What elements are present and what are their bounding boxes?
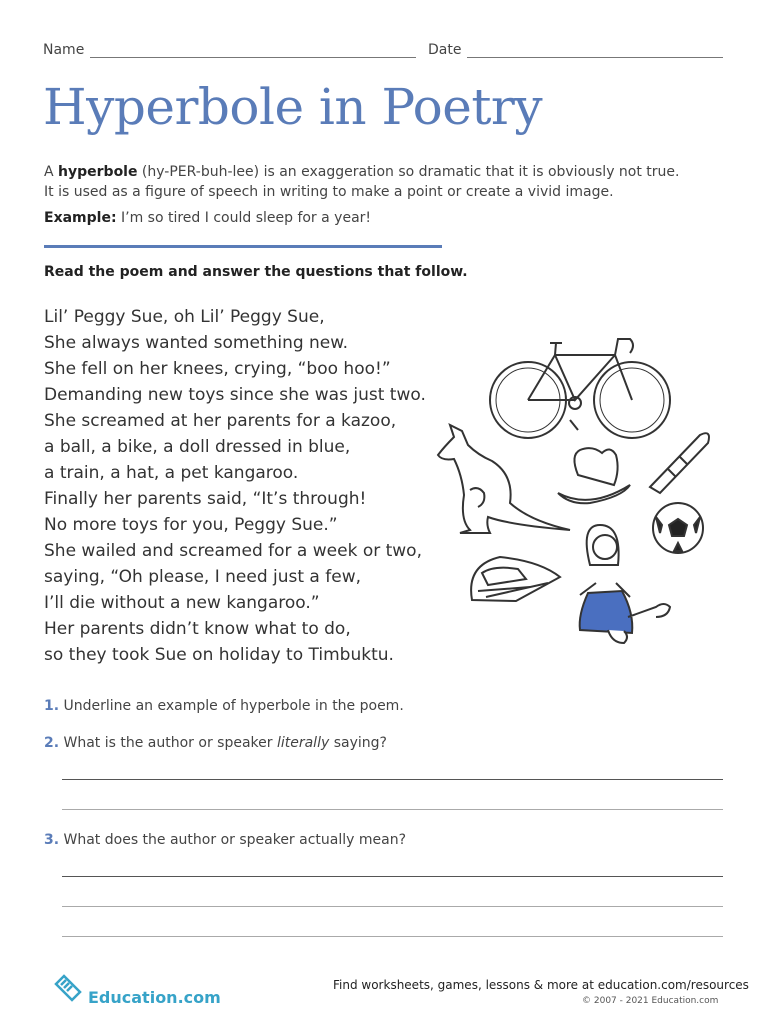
- intro-line2: It is used as a figure of speech in writing to make a point or create a vivid image.: [44, 184, 614, 200]
- question-1-text: Underline an example of hyperbole in the poem.: [59, 698, 404, 714]
- footer-copyright: © 2007 - 2021 Education.com: [582, 996, 719, 1006]
- divider: [44, 245, 442, 248]
- poem-line: She wailed and screamed for a week or two,: [44, 541, 422, 561]
- question-2-text-b: saying?: [329, 735, 387, 751]
- poem-line: Her parents didn’t know what to do,: [44, 619, 351, 639]
- poem: [44, 304, 426, 668]
- poem-line: Demanding new toys since she was just two.: [44, 385, 426, 405]
- page-title: Hyperbole in Poetry: [43, 78, 543, 136]
- bicycle-icon: [490, 339, 670, 438]
- doll-icon: [580, 525, 670, 643]
- poem-line: Lil’ Peggy Sue, oh Lil’ Peggy Sue,: [44, 307, 325, 327]
- intro-a: A: [44, 164, 59, 180]
- intro-paragraph: [44, 162, 734, 202]
- poem-line: She fell on her knees, crying, “boo hoo!”: [44, 359, 391, 379]
- question-3: [44, 832, 406, 848]
- name-label: Name: [43, 42, 85, 58]
- question-1-number: 1.: [44, 698, 60, 714]
- example-label: Example:: [44, 210, 117, 226]
- question-2: [44, 735, 387, 751]
- cowboy-hat-icon: [558, 448, 630, 503]
- poem-line: She screamed at her parents for a kazoo,: [44, 411, 397, 431]
- poem-line: No more toys for you, Peggy Sue.”: [44, 515, 338, 535]
- answer-line[interactable]: [62, 876, 723, 877]
- example: [44, 210, 371, 226]
- date-field[interactable]: [467, 57, 723, 58]
- poem-line: a ball, a bike, a doll dressed in blue,: [44, 437, 351, 457]
- answer-line[interactable]: [62, 779, 723, 780]
- question-2-text-a: What is the author or speaker: [59, 735, 277, 751]
- question-3-number: 3.: [44, 832, 60, 848]
- question-3-text: What does the author or speaker actually mean?: [59, 832, 407, 848]
- date-label: Date: [428, 42, 462, 58]
- illustrations: [430, 325, 720, 655]
- answer-line[interactable]: [62, 906, 723, 907]
- question-2-number: 2.: [44, 735, 60, 751]
- poem-line: saying, “Oh please, I need just a few,: [44, 567, 362, 587]
- poem-line: She always wanted something new.: [44, 333, 349, 353]
- education-logo-icon: [52, 972, 84, 1004]
- instruction: Read the poem and answer the questions that follow.: [44, 264, 468, 280]
- question-2-emphasis: literally: [276, 735, 330, 751]
- name-field[interactable]: [90, 57, 416, 58]
- education-logo-text[interactable]: Education.com: [88, 988, 221, 1007]
- soccer-ball-icon: [653, 503, 703, 553]
- answer-line[interactable]: [62, 936, 723, 937]
- kangaroo-icon: [438, 425, 570, 533]
- question-1: [44, 698, 404, 714]
- intro-definition: (hy-PER-buh-lee) is an exaggeration so dramatic that it is obviously not true.: [137, 164, 680, 180]
- poem-line: I’ll die without a new kangaroo.”: [44, 593, 320, 613]
- example-text: I’m so tired I could sleep for a year!: [116, 210, 372, 226]
- intro-term: hyperbole: [58, 164, 138, 180]
- footer-tagline[interactable]: Find worksheets, games, lessons & more at education.com/resources: [333, 978, 749, 992]
- answer-line[interactable]: [62, 809, 723, 810]
- train-icon: [471, 557, 560, 601]
- poem-line: a train, a hat, a pet kangaroo.: [44, 463, 299, 483]
- poem-line: Finally her parents said, “It’s through!: [44, 489, 367, 509]
- poem-line: so they took Sue on holiday to Timbuktu.: [44, 645, 394, 665]
- kazoo-icon: [650, 433, 709, 493]
